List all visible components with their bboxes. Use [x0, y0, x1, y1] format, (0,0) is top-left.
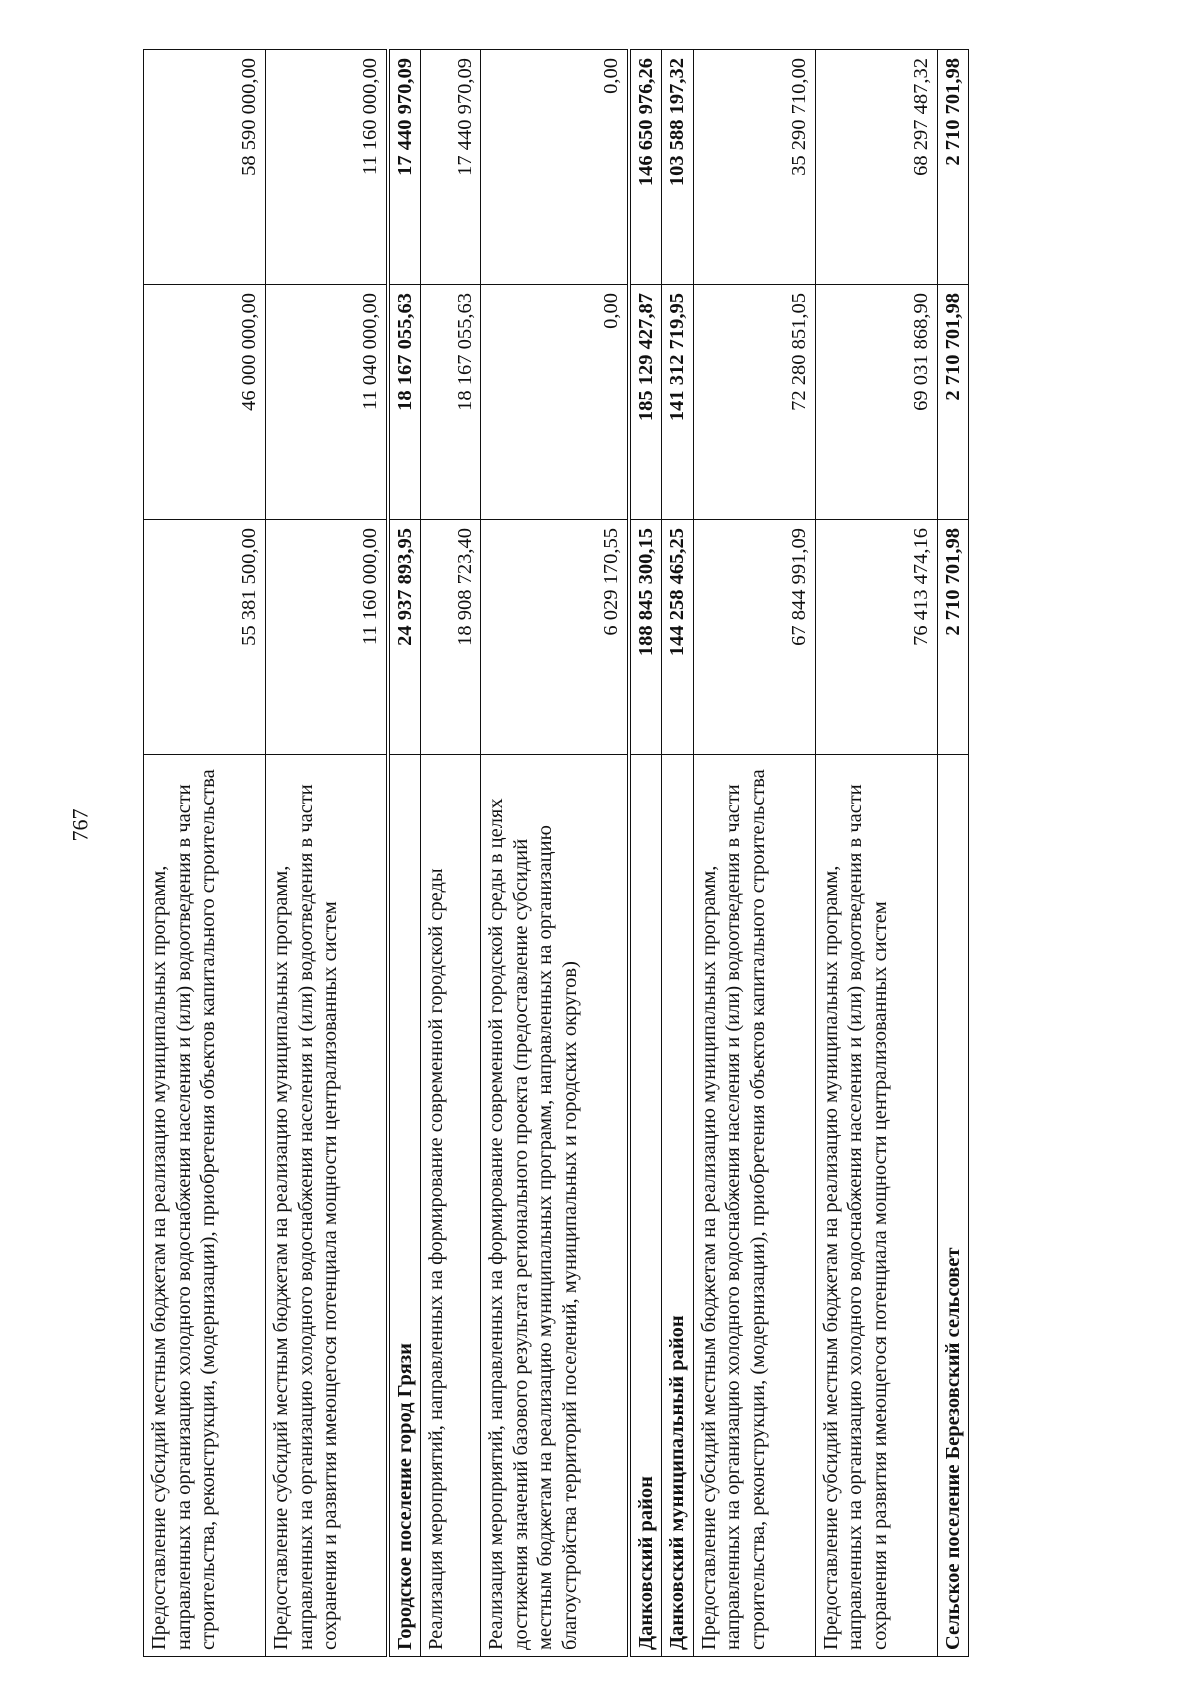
value-cell-1: 67 844 991,09	[693, 520, 815, 755]
row-name-cell: Предоставление субсидий местным бюджетам на реализацию муниципальных программ, направленных на организацию холодного водоснабжения населения и (или) водоотведения в части сохранения и развития имеющегося потенциала мощности централизованных систем	[266, 755, 388, 1657]
table-row	[266, 50, 388, 1657]
row-name-cell: Реализация мероприятий, направленных на формирование современной городской среды	[421, 755, 481, 1657]
row-name-cell: Данковский муниципальный район	[662, 755, 694, 1657]
value-cell-1: 144 258 465,25	[662, 520, 694, 755]
value-cell-2: 185 129 427,87	[629, 285, 662, 520]
value-cell-1: 6 029 170,55	[481, 520, 629, 755]
value-cell-3: 2 710 701,98	[937, 50, 969, 285]
value-cell-2: 11 040 000,00	[266, 285, 388, 520]
value-cell-2: 2 710 701,98	[937, 285, 969, 520]
table-row	[937, 50, 969, 1657]
value-cell-1: 24 937 893,95	[388, 520, 421, 755]
row-name-cell: Данковский район	[629, 755, 662, 1657]
value-cell-3: 58 590 000,00	[144, 50, 266, 285]
value-cell-3: 17 440 970,09	[388, 50, 421, 285]
row-name-cell: Реализация мероприятий, направленных на формирование современной городской среды в целях достижения значений базового результата регионального проекта (предоставление субсидий местным бюджетам на реализацию муниципальных программ, направленных на организацию благоустройства территорий поселений, муниципальных и городских округов)	[481, 755, 629, 1657]
value-cell-2: 69 031 868,90	[815, 285, 937, 520]
row-name-cell: Предоставление субсидий местным бюджетам на реализацию муниципальных программ, направленных на организацию холодного водоснабжения населения и (или) водоотведения в части строительства, реконструкции, (модернизации), приобретения объектов капитального строительства	[144, 755, 266, 1657]
budget-table-body	[144, 50, 969, 1657]
value-cell-3: 35 290 710,00	[693, 50, 815, 285]
value-cell-2: 0,00	[481, 285, 629, 520]
table-row	[481, 50, 629, 1657]
value-cell-2: 46 000 000,00	[144, 285, 266, 520]
value-cell-3: 0,00	[481, 50, 629, 285]
budget-table	[143, 49, 969, 1657]
table-row	[693, 50, 815, 1657]
value-cell-3: 11 160 000,00	[266, 50, 388, 285]
value-cell-3: 103 588 197,32	[662, 50, 694, 285]
value-cell-1: 2 710 701,98	[937, 520, 969, 755]
row-name-cell: Предоставление субсидий местным бюджетам на реализацию муниципальных программ, направленных на организацию холодного водоснабжения населения и (или) водоотведения в части сохранения и развития имеющегося потенциала мощности централизованных систем	[815, 755, 937, 1657]
value-cell-3: 68 297 487,32	[815, 50, 937, 285]
row-name-cell: Городское поселение город Грязи	[388, 755, 421, 1657]
value-cell-1: 18 908 723,40	[421, 520, 481, 755]
table-row	[421, 50, 481, 1657]
value-cell-2: 18 167 055,63	[421, 285, 481, 520]
table-row	[144, 50, 266, 1657]
table-row	[388, 50, 421, 1657]
value-cell-1: 11 160 000,00	[266, 520, 388, 755]
value-cell-3: 17 440 970,09	[421, 50, 481, 285]
value-cell-1: 76 413 474,16	[815, 520, 937, 755]
value-cell-1: 188 845 300,15	[629, 520, 662, 755]
table-row	[662, 50, 694, 1657]
value-cell-2: 72 280 851,05	[693, 285, 815, 520]
rotated-table-frame	[143, 51, 1029, 1657]
value-cell-2: 18 167 055,63	[388, 285, 421, 520]
value-cell-3: 146 650 976,26	[629, 50, 662, 285]
table-row	[815, 50, 937, 1657]
table-row	[629, 50, 662, 1657]
row-name-cell: Предоставление субсидий местным бюджетам на реализацию муниципальных программ, направленных на организацию холодного водоснабжения населения и (или) водоотведения в части строительства, реконструкции, (модернизации), приобретения объектов капитального строительства	[693, 755, 815, 1657]
row-name-cell: Сельское поселение Березовский сельсовет	[937, 755, 969, 1657]
value-cell-2: 141 312 719,95	[662, 285, 694, 520]
page-number: 767	[67, 808, 93, 842]
value-cell-1: 55 381 500,00	[144, 520, 266, 755]
